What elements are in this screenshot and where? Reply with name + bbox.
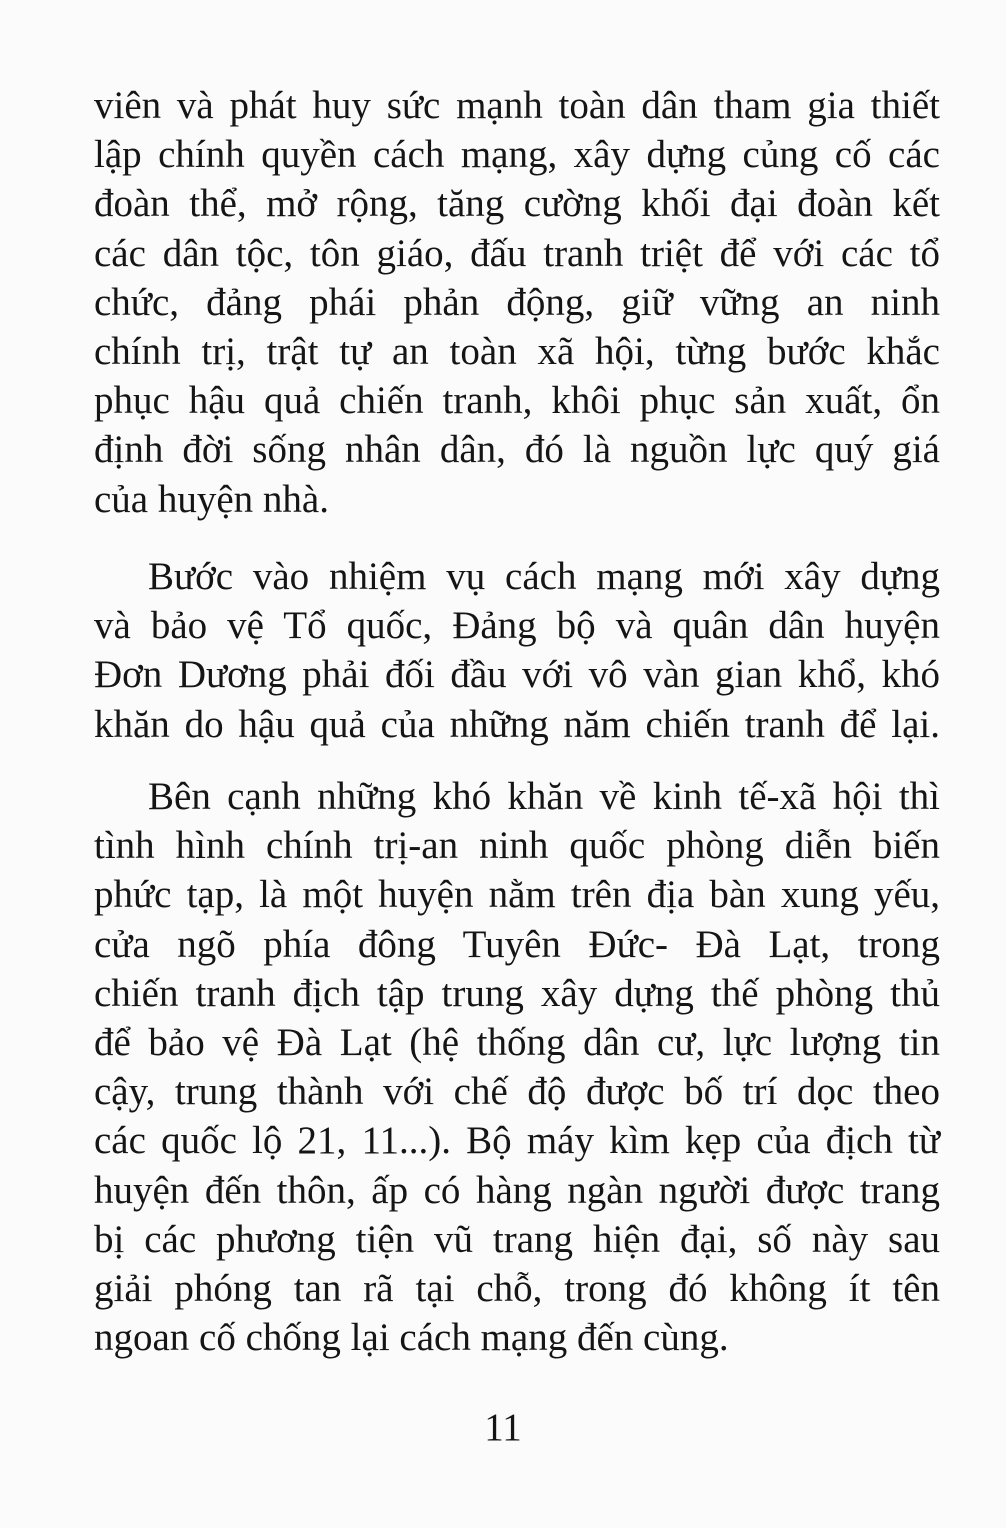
paragraph-3 — [94, 772, 940, 1362]
text-line: huyện đến thôn, ấp có hàng ngàn người được trang — [94, 1168, 940, 1212]
text-line: định đời sống nhân dân, đó là nguồn lực quý giá — [94, 428, 940, 472]
text-line: giải phóng tan rã tại chỗ, trong đó không ít tên — [94, 1267, 940, 1311]
text-line: của huyện nhà. — [94, 477, 329, 521]
text-line: Bước vào nhiệm vụ cách mạng mới xây dựng — [148, 555, 940, 598]
text-line: Bên cạnh những khó khăn về kinh tế-xã hội thì — [148, 775, 940, 818]
text-line: Đơn Dương phải đối đầu với vô vàn gian khổ, khó — [94, 653, 940, 697]
text-line: chiến tranh địch tập trung xây dựng thế phòng thủ — [94, 971, 940, 1015]
text-line: chính trị, trật tự an toàn xã hội, từng bước khắc — [94, 330, 940, 374]
text-line: các dân tộc, tôn giáo, đấu tranh triệt để với các tổ — [94, 231, 940, 275]
page-number: 11 — [484, 1406, 522, 1449]
text-line: cửa ngõ phía đông Tuyên Đức- Đà Lạt, trong — [94, 922, 940, 966]
text-line: chức, đảng phái phản động, giữ vững an ninh — [94, 280, 940, 324]
text-line: phục hậu quả chiến tranh, khôi phục sản xuất, ổn — [94, 379, 940, 423]
text-line: để bảo vệ Đà Lạt (hệ thống dân cư, lực lượng tin — [94, 1021, 940, 1065]
text-line: bị các phương tiện vũ trang hiện đại, số này sau — [94, 1217, 940, 1261]
paragraph-1 — [94, 81, 940, 524]
text-line: cậy, trung thành với chế độ được bố trí dọc theo — [94, 1070, 940, 1114]
text-line: ngoan cố chống lại cách mạng đến cùng. — [94, 1316, 729, 1360]
text-line: phức tạp, là một huyện nằm trên địa bàn xung yếu, — [94, 873, 940, 917]
paragraph-2 — [94, 552, 940, 749]
text-line: viên và phát huy sức mạnh toàn dân tham gia thiết — [94, 84, 940, 127]
text-line: và bảo vệ Tổ quốc, Đảng bộ và quân dân huyện — [94, 604, 940, 648]
text-line: các quốc lộ 21, 11...). Bộ máy kìm kẹp của địch từ — [94, 1119, 940, 1163]
text-line: lập chính quyền cách mạng, xây dựng củng cố các — [94, 133, 940, 177]
text-line: đoàn thể, mở rộng, tăng cường khối đại đoàn kết — [94, 182, 940, 226]
text-line: khăn do hậu quả của những năm chiến tranh để lại. — [94, 702, 940, 746]
text-line: tình hình chính trị-an ninh quốc phòng diễn biến — [94, 824, 940, 868]
